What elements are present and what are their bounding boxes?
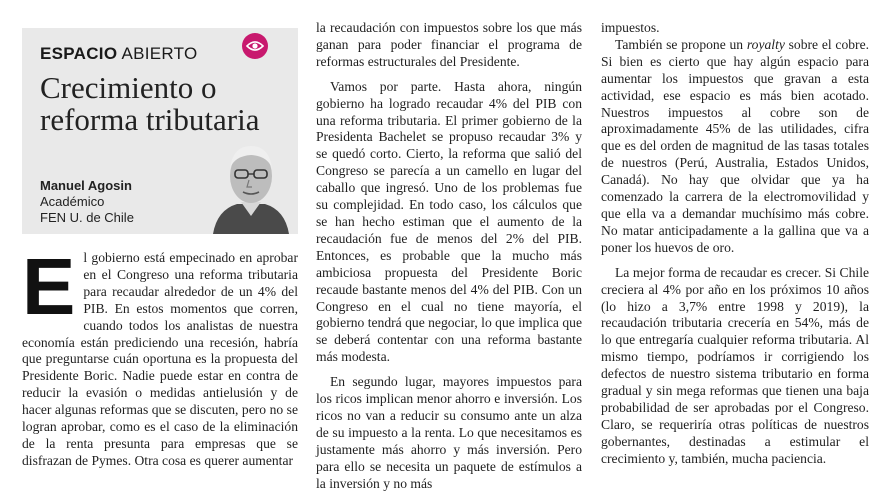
paragraph-3: Vamos por parte. Hasta ahora, ningún gobierno ha logrado recaudar 4% del PIB con una reforma tributaria. El primer gobierno de la Presidenta Bachelet se propuso recaudar 3% y se quedó corto. Cierto, la reforma que salió del Congreso se parecía a un camello en lugar del caballo que ingresó. Uno de los problemas fue su complejidad. En todo caso, los cálculos que se han hecho estiman que el aumento de la recaudación fue de menos del 2% del PIB. Entonces, es probable que la mucho más ambiciosa propuesta del Presidente Boric recaude bastante menos del 4% del PIB. Con un Congreso en el cual no tiene mayoría, el gobierno tendrá que negociar, lo que implica que se deberá contentar con una reforma bastante más modesta. (316, 78, 582, 365)
section-label-bold: ESPACIO (40, 44, 118, 63)
paragraph-6-text-a: También se propone un (615, 36, 747, 52)
author-role: Académico (40, 194, 105, 209)
eye-icon (242, 33, 268, 59)
author-block (40, 178, 134, 226)
paragraph-1 (22, 242, 298, 470)
paragraph-6-text-b: sobre el cobre. Si bien es cierto que hay algún espacio para aumentar los impuestos que gravan a esta actividad, ese espacio es más bien acotado. Nuestros impuestos al cobre son de aproximadamente 45% de las utilidades, cifra que es del orden de magnitud de las tasas totales de nuestros (Perú, Australia, Estados Unidos, Canadá). No hay que olvidar que ya ha comenzado la carrera de la electromovilidad y que ella va a demandar muchísimo más cobre. No matar anticipadamente a la gallina que va a poner los huevos de oro. (601, 36, 869, 255)
author-affiliation: FEN U. de Chile (40, 210, 134, 225)
section-label (40, 44, 198, 64)
paragraph-2: la recaudación con impuestos sobre los que más ganan para poder financiar el programa de reformas estructurales del Presidente. (316, 20, 582, 69)
paragraph-7: La mejor forma de recaudar es crecer. Si Chile creciera al 4% por año en los próximos 10 años (lo hizo a 3,7% entre 1998 y 2019), la recaudación tributaria crecería en 54%, más de lo que entregaría cualquier reforma tributaria. Al mismo tiempo, podríamos ir corrigiendo los defectos de nuestro sistema tributario en forma gradual y sin mega reformas que tienen una baja probabilidad de ser aprobadas por el Congreso. Claro, se requeriría otras políticas de nuestros gobernantes, destinadas a estimular el crecimiento y, también, mucha paciencia. (601, 264, 869, 466)
paragraph-5: impuestos. (601, 20, 660, 35)
article-column-3 (601, 20, 869, 468)
paragraph-1-text: l gobierno está empecinado en aprobar en el Congreso una reforma tributaria para recaudar alrededor de un 4% del PIB. En estos momentos que corren, cuando todos los analistas de nuestra economía están prediciendo una recesión, habría que preguntarse cuán oportuna es la propuesta del Presidente Boric. Nadie puede estar en contra de reducir la evasión o medidas antielusión y de hacer algunas reformas que se discuten, pero no se logran aprobar, como es el caso de la eliminación de la renta presunta para empresas que se disfrazan de Pymes. Otra cosa es querer aumentar (22, 250, 298, 468)
section-label-light: ABIERTO (121, 44, 198, 63)
column-header (22, 28, 298, 234)
paragraph-6 (601, 37, 869, 257)
author-name: Manuel Agosin (40, 178, 132, 193)
article-column-1 (22, 242, 298, 470)
article-column-2 (316, 20, 582, 492)
author-portrait (211, 136, 291, 234)
paragraph-4: En segundo lugar, mayores impuestos para los ricos implican menor ahorro e inversión. Los ricos no van a reducir su consumo ante un alza de su impuesto a la renta. Lo que necesitamos es justamente más ahorro y más inversión. Pero para ello se necesita un paquete de estímulos a la inversión y no más (316, 374, 582, 491)
article-title: Crecimiento o reforma tributaria (40, 70, 260, 137)
paragraph-6-italic: royalty (746, 36, 785, 52)
drop-cap: E (22, 242, 76, 331)
